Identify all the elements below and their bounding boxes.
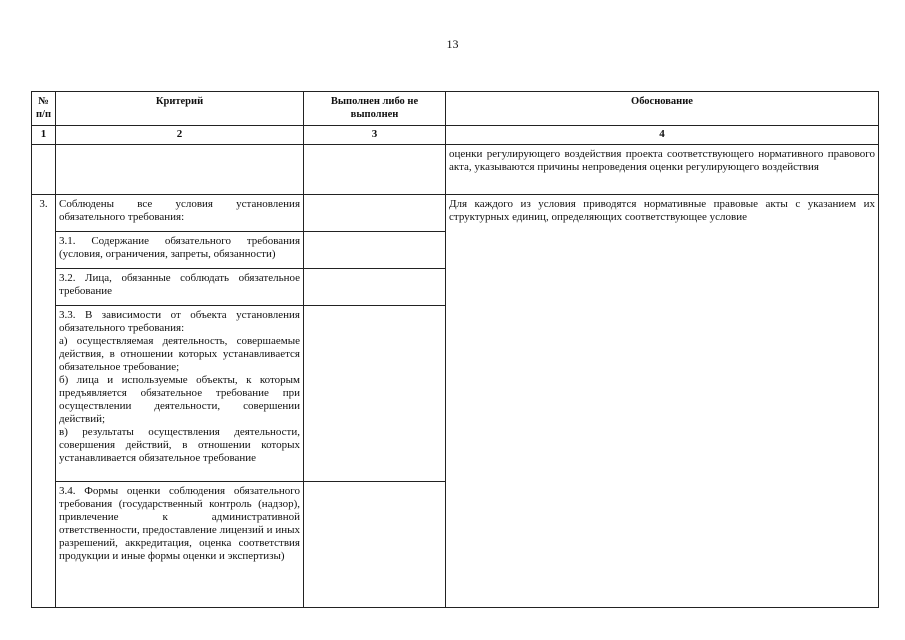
page-number: 13 (446, 37, 459, 51)
criterion-cell-3-2: 3.2. Лица, обязанные соблюдать обязательное требование (56, 269, 304, 306)
criterion-cell-3-4: 3.4. Формы оценки соблюдения обязательного требования (государственный контроль (надзор), привлечение к административной ответственности, предоставление лицензий и иных разрешений, аккредитация, оценка соответствия продукции и иные формы оценки и экспертизы) (56, 482, 304, 608)
done-cell (304, 306, 446, 482)
criterion-3-3-intro: 3.3. В зависимости от объекта установления обязательного требования: (59, 309, 300, 334)
criterion-3-3-a: а) осуществляемая деятельность, совершаемые действия, в отношении которых устанавливается обязательное требование; (59, 335, 300, 373)
done-cell-empty (304, 145, 446, 195)
column-number: 4 (446, 126, 879, 145)
column-numbers-row (32, 126, 879, 145)
table-row-continued (32, 145, 879, 195)
header-num: № п/п (32, 92, 56, 126)
header-criterion: Критерий (56, 92, 304, 126)
criterion-cell-3-3 (56, 306, 304, 482)
header-done: Выполнен либо не выполнен (304, 92, 446, 126)
criterion-3-3-v: в) результаты осуществления деятельности, совершения действий, в отношении которых устанавливается обязательное требование (59, 426, 300, 464)
row-number: 3. (32, 195, 56, 608)
criterion-cell-3-1: 3.1. Содержание обязательного требования (условия, ограничения, запреты, обязанности) (56, 232, 304, 269)
done-cell (304, 482, 446, 608)
criterion-cell: Соблюдены все условия установления обязательного требования: (56, 195, 304, 232)
header-basis: Обоснование (446, 92, 879, 126)
criterion-cell-empty (56, 145, 304, 195)
done-cell (304, 269, 446, 306)
done-cell (304, 195, 446, 232)
basis-cell: Для каждого из условия приводятся нормативные правовые акты с указанием их структурных единиц, определяющих соответствующее условие (446, 195, 879, 608)
basis-cell: оценки регулирующего воздействия проекта соответствующего нормативного правового акта, указываются причины непроведения оценки регулирующего воздействия (446, 145, 879, 195)
table-row (32, 195, 879, 232)
column-number: 1 (32, 126, 56, 145)
table-header-row (32, 92, 879, 126)
column-number: 3 (304, 126, 446, 145)
criteria-table (31, 91, 879, 608)
done-cell (304, 232, 446, 269)
criterion-3-3-b: б) лица и используемые объекты, к которым предъявляется обязательное требование при осуществлении деятельности, совершении действий; (59, 374, 300, 425)
column-number: 2 (56, 126, 304, 145)
num-cell-empty (32, 145, 56, 195)
